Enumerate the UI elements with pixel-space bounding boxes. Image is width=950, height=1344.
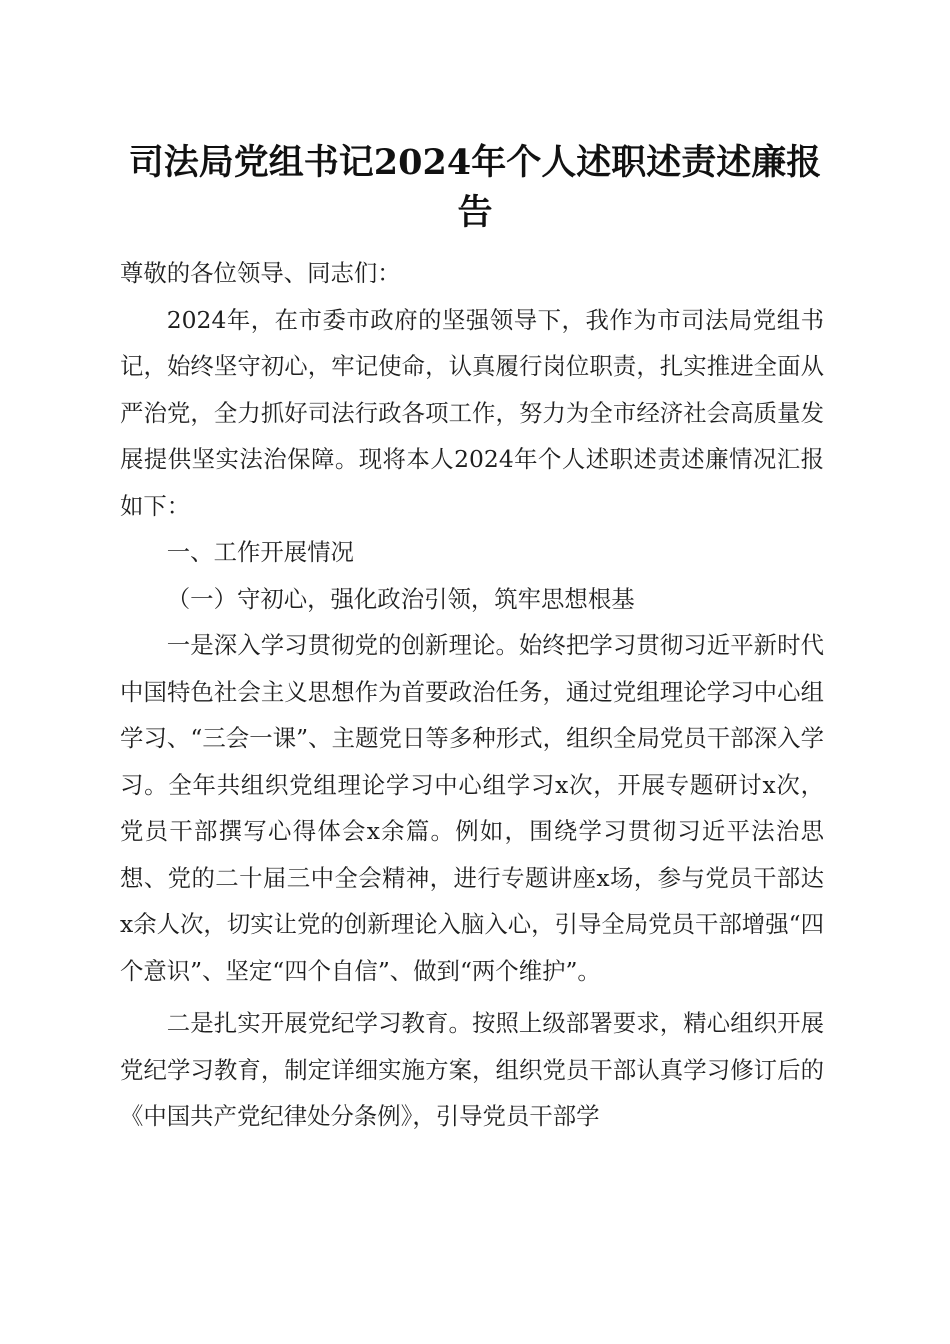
paragraph-lead: 一是深入学习贯彻党的创新理论。 [166, 631, 519, 659]
body-paragraph-1 [120, 622, 824, 994]
paragraph-text: 按照上级部署要求，精心组织开展党纪学习教育，制定详细实施方案，组织党员干部认真学习修订后的《中国共产党纪律处分条例》，引导党员干部学 [120, 1009, 825, 1130]
paragraph-lead: 二是扎实开展党纪学习教育。 [166, 1009, 472, 1037]
document-title: 司法局党组书记2024年个人述职述责述廉报告 [128, 142, 822, 233]
subsection-heading: （一）守初心，强化政治引领，筑牢思想根基 [166, 584, 635, 613]
document-body [120, 250, 824, 1140]
salutation: 尊敬的各位领导、同志们： [120, 259, 401, 287]
body-paragraph-2 [120, 1000, 824, 1140]
intro-paragraph: 2024年，在市委市政府的坚强领导下，我作为市司法局党组书记，始终坚守初心，牢记使命，认真履行岗位职责，扎实推进全面从严治党，全力抓好司法行政各项工作，努力为全市经济社会高质量发展提供坚实法治保障。现将本人2024年个人述职述责述廉情况汇报如下： [120, 305, 824, 520]
section-heading: 一、工作开展情况 [166, 538, 354, 566]
paragraph-text: 始终把学习贯彻习近平新时代中国特色社会主义思想作为首要政治任务，通过党组理论学习中心组学习、“三会一课”、主题党日等多种形式，组织全局党员干部深入学习。全年共组织党组理论学习中心组学习x次，开展专题研讨x次，党员干部撰写心得体会x余篇。例如，围绕学习贯彻习近平法治思想、党的二十届三中全会精神，进行专题讲座x场，参与党员干部达x余人次，切实让党的创新理论入脑入心，引导全局党员干部增强“四个意识”、坚定“四个自信”、做到“两个维护”。 [120, 631, 825, 985]
